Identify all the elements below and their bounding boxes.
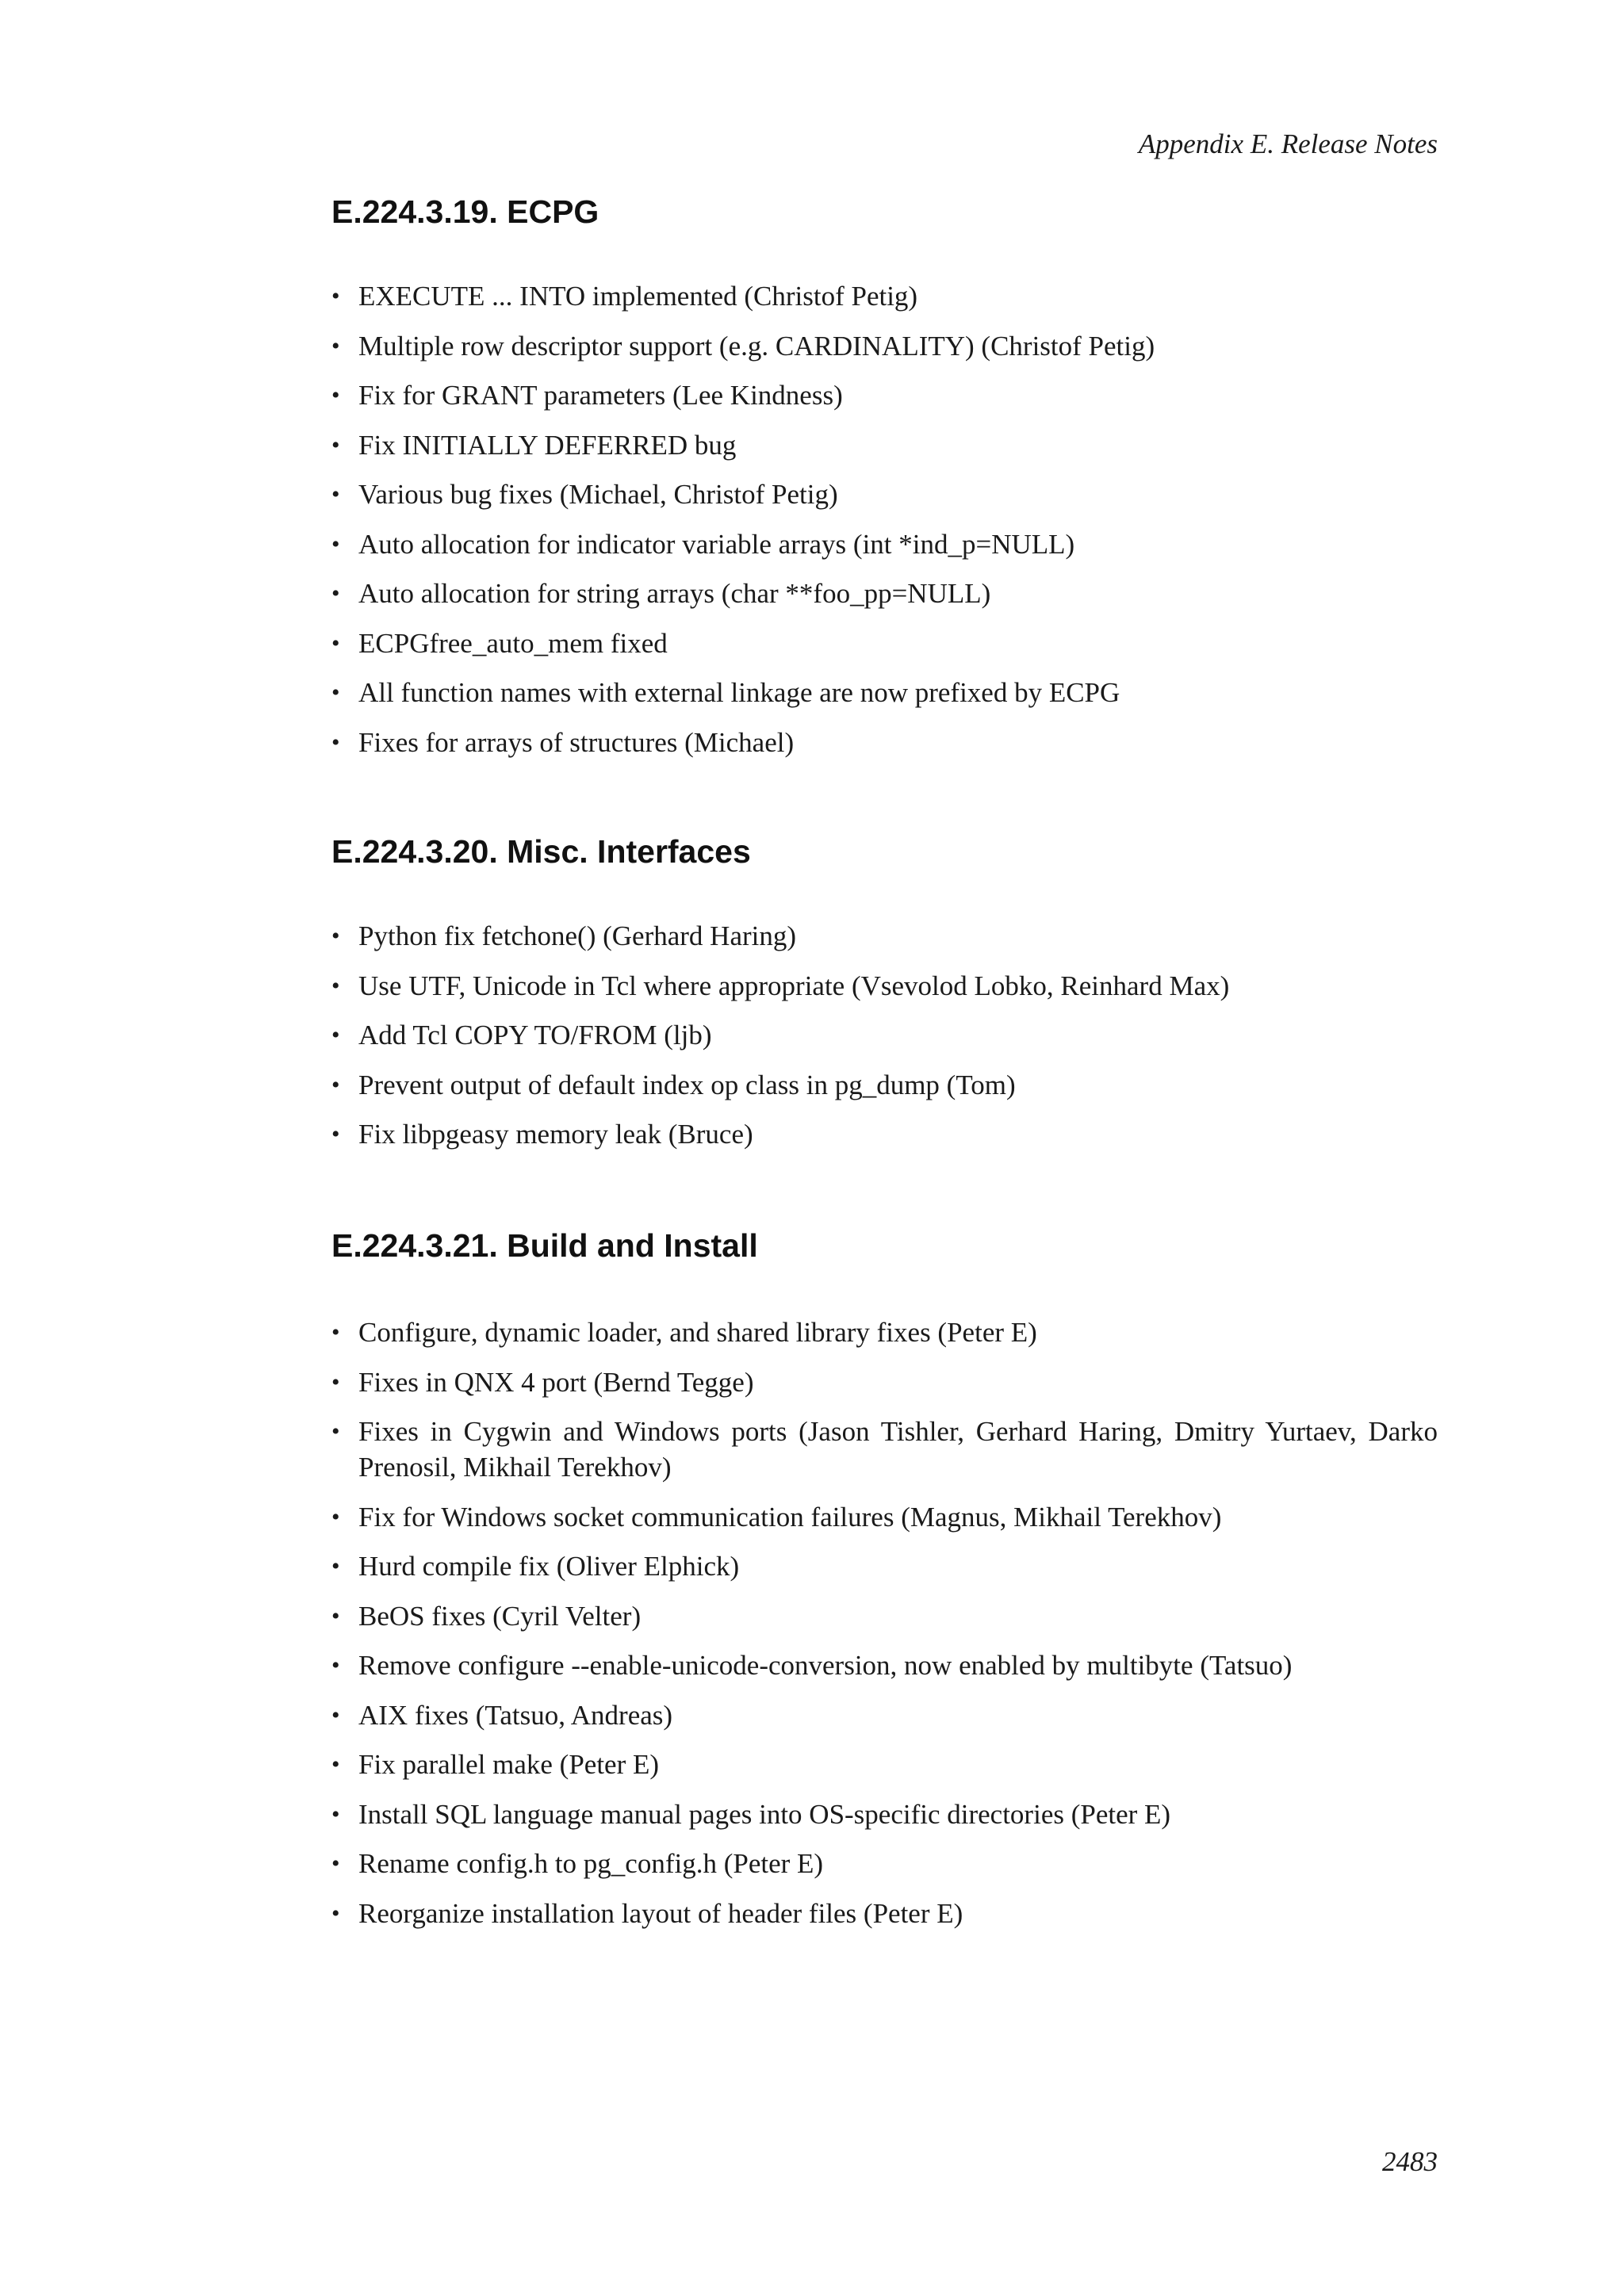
- bullet-icon: •: [331, 1368, 340, 1395]
- bullet-icon: •: [331, 1022, 340, 1048]
- bullet-list: [331, 918, 1438, 1166]
- bullet-icon: •: [331, 1418, 340, 1445]
- bullet-icon: •: [331, 1850, 340, 1877]
- running-header: Appendix E. Release Notes: [1138, 128, 1438, 159]
- bullet-icon: •: [331, 1553, 340, 1579]
- bullet-icon: •: [331, 1503, 340, 1530]
- list-item: • Fix libpgeasy memory leak (Bruce): [331, 1116, 1438, 1152]
- list-item: • Install SQL language manual pages into OS-specific directories (Peter E): [331, 1797, 1438, 1832]
- list-item: • Use UTF, Unicode in Tcl where appropriate (Vsevolod Lobko, Reinhard Max): [331, 968, 1438, 1004]
- list-item: • Hurd compile fix (Oliver Elphick): [331, 1548, 1438, 1584]
- bullet-icon: •: [331, 1602, 340, 1629]
- list-item: • Add Tcl COPY TO/FROM (ljb): [331, 1017, 1438, 1053]
- list-item: • Fix parallel make (Peter E): [331, 1747, 1438, 1782]
- bullet-icon: •: [331, 1900, 340, 1927]
- bullet-icon: •: [331, 1319, 340, 1345]
- list-item: • Fixes in QNX 4 port (Bernd Tegge): [331, 1364, 1438, 1400]
- page-number: 2483: [1382, 2146, 1438, 2177]
- list-item: • AIX fixes (Tatsuo, Andreas): [331, 1697, 1438, 1733]
- list-item: • EXECUTE ... INTO implemented (Christof Petig): [331, 278, 1438, 314]
- section-heading: E.224.3.21. Build and Install: [331, 1227, 758, 1264]
- list-item: • Fixes in Cygwin and Windows ports (Jason Tishler, Gerhard Haring, Dmitry Yurtaev, Darko Prenosil, Mikhail Terekhov): [331, 1414, 1438, 1485]
- bullet-icon: •: [331, 580, 340, 607]
- bullet-icon: •: [331, 629, 340, 656]
- bullet-list: [331, 1314, 1438, 1945]
- list-item: • All function names with external linkage are now prefixed by ECPG: [331, 675, 1438, 710]
- section-build-and-install: [331, 1225, 1438, 1929]
- bullet-icon: •: [331, 382, 340, 408]
- list-item: • Fix INITIALLY DEFERRED bug: [331, 427, 1438, 463]
- bullet-icon: •: [331, 1121, 340, 1147]
- bullet-icon: •: [331, 729, 340, 756]
- list-item: • Multiple row descriptor support (e.g. CARDINALITY) (Christof Petig): [331, 328, 1438, 364]
- list-item: • Reorganize installation layout of header files (Peter E): [331, 1896, 1438, 1931]
- bullet-icon: •: [331, 1701, 340, 1728]
- bullet-list: [331, 278, 1438, 774]
- list-item: • Configure, dynamic loader, and shared library fixes (Peter E): [331, 1314, 1438, 1350]
- bullet-icon: •: [331, 1652, 340, 1678]
- section-misc-interfaces: [331, 831, 1438, 1150]
- list-item: • Python fix fetchone() (Gerhard Haring): [331, 918, 1438, 954]
- bullet-icon: •: [331, 1071, 340, 1098]
- bullet-icon: •: [331, 481, 340, 507]
- section-heading: E.224.3.20. Misc. Interfaces: [331, 833, 751, 870]
- list-item: • Fixes for arrays of structures (Michael): [331, 725, 1438, 760]
- bullet-icon: •: [331, 923, 340, 949]
- list-item: • Auto allocation for string arrays (char **foo_pp=NULL): [331, 576, 1438, 611]
- list-item: • Fix for Windows socket communication failures (Magnus, Mikhail Terekhov): [331, 1499, 1438, 1535]
- list-item: • ECPGfree_auto_mem fixed: [331, 626, 1438, 661]
- bullet-icon: •: [331, 530, 340, 557]
- bullet-icon: •: [331, 283, 340, 309]
- list-item: • Remove configure --enable-unicode-conversion, now enabled by multibyte (Tatsuo): [331, 1647, 1438, 1683]
- bullet-icon: •: [331, 431, 340, 458]
- list-item: • Prevent output of default index op class in pg_dump (Tom): [331, 1067, 1438, 1103]
- list-item: • Various bug fixes (Michael, Christof Petig): [331, 476, 1438, 512]
- bullet-icon: •: [331, 1751, 340, 1777]
- list-item: • Auto allocation for indicator variable arrays (int *ind_p=NULL): [331, 526, 1438, 562]
- list-item: • Rename config.h to pg_config.h (Peter E): [331, 1846, 1438, 1881]
- section-heading: E.224.3.19. ECPG: [331, 193, 599, 230]
- section-ecpg: [331, 191, 1438, 758]
- bullet-icon: •: [331, 332, 340, 359]
- bullet-icon: •: [331, 972, 340, 999]
- list-item: • Fix for GRANT parameters (Lee Kindness): [331, 377, 1438, 413]
- bullet-icon: •: [331, 1800, 340, 1827]
- list-item: • BeOS fixes (Cyril Velter): [331, 1598, 1438, 1634]
- bullet-icon: •: [331, 679, 340, 706]
